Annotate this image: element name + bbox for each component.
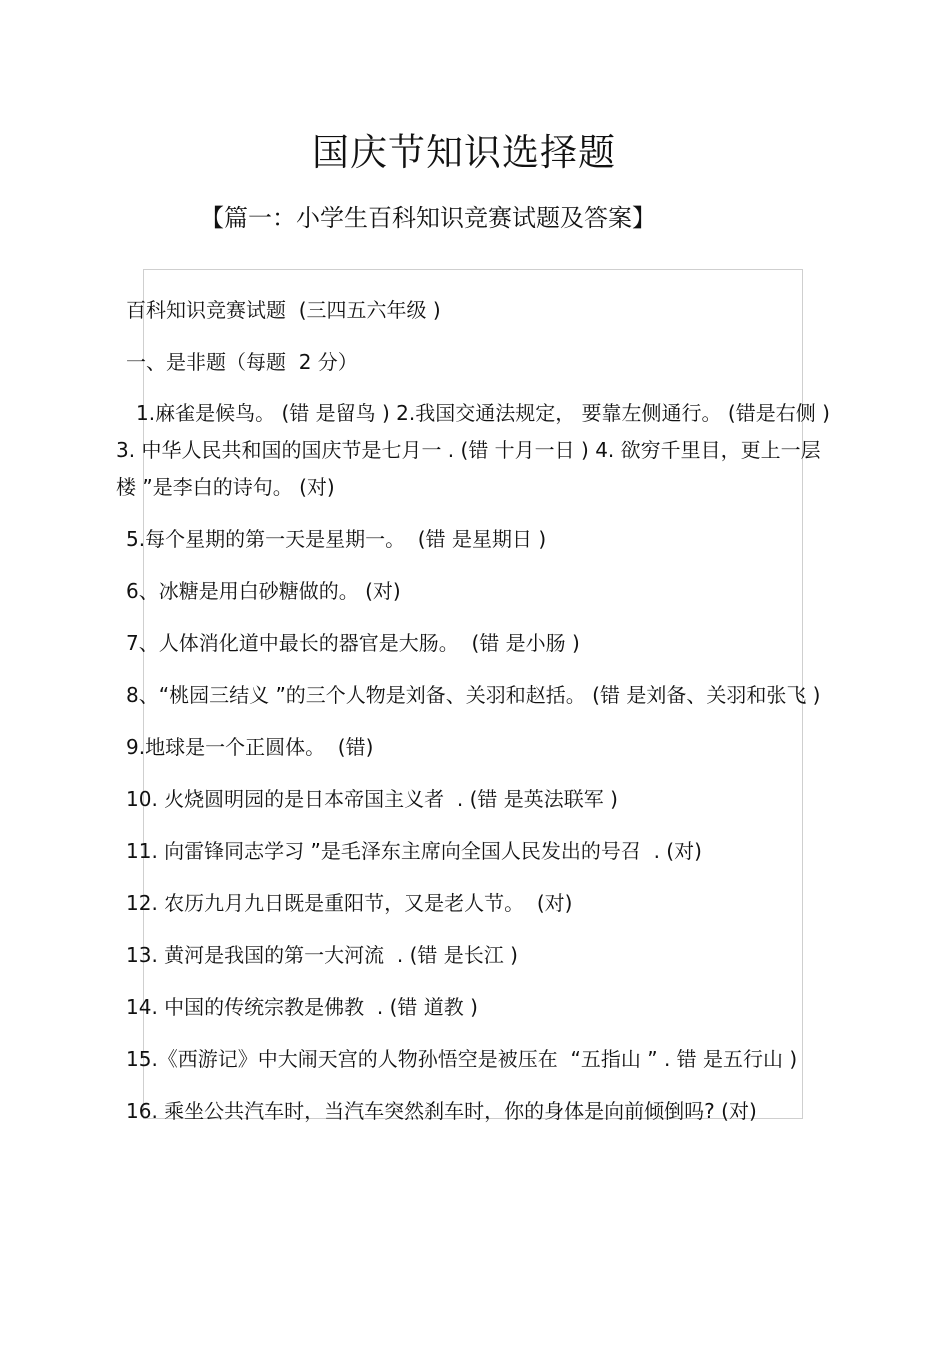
section-subtitle: 【篇一：小学生百科知识竞赛试题及答案】	[200, 204, 656, 232]
question-item: 15.《西游记》中大闹天宫的人物孙悟空是被压在 “五指山 ” . 错 是五行山 )	[126, 1047, 798, 1071]
document-body	[116, 291, 836, 1144]
page-title: 国庆节知识选择题	[312, 131, 616, 174]
question-item: 6、冰糖是用白砂糖做的。 (对)	[126, 579, 401, 603]
question-item: 14. 中国的传统宗教是佛教 . (错 道教 )	[126, 995, 478, 1019]
question-paragraph: 1.麻雀是候鸟。 (错 是留鸟 ) 2.我国交通法规定， 要靠左侧通行。 (错是右侧 ) 3. 中华人民共和国的国庆节是七月一 . (错 十月一日 ) 4. 欲穷千里目，更上一层楼 ”是李白的诗句。 (对)	[116, 401, 837, 499]
question-item: 11. 向雷锋同志学习 ”是毛泽东主席向全国人民发出的号召 . (对)	[126, 839, 702, 863]
question-item: 12. 农历九月九日既是重阳节，又是老人节。 (对)	[126, 891, 573, 915]
exam-header: 百科知识竞赛试题 (三四五六年级 )	[126, 298, 441, 322]
question-item: 13. 黄河是我国的第一大河流 . (错 是长江 )	[126, 943, 518, 967]
question-item: 5.每个星期的第一天是星期一。 (错 是星期日 )	[126, 527, 547, 551]
question-item: 10. 火烧圆明园的是日本帝国主义者 . (错 是英法联军 )	[126, 787, 618, 811]
question-item: 8、“桃园三结义 ”的三个人物是刘备、关羽和赵括。 (错 是刘备、关羽和张飞 )	[126, 683, 821, 707]
question-item: 16. 乘坐公共汽车时，当汽车突然刹车时，你的身体是向前倾倒吗? (对)	[126, 1099, 757, 1123]
question-item: 7、人体消化道中最长的器官是大肠。 (错 是小肠 )	[126, 631, 580, 655]
section-heading: 一、是非题（每题 2 分）	[126, 350, 358, 374]
question-item: 9.地球是一个正圆体。 (错)	[126, 735, 374, 759]
